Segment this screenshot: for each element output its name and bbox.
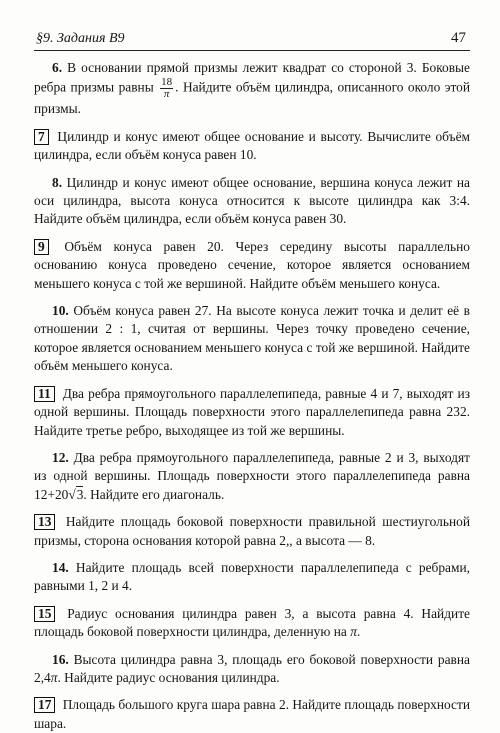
fraction-numerator: 18: [161, 76, 173, 89]
section-title: §9. Задания B9: [36, 31, 125, 46]
problem-number: 8.: [52, 174, 63, 190]
problem-13: [34, 513, 470, 550]
problem-text: Два ребра прямоугольного параллелепипеда, равные 4 и 7, выходят из одной вершины. Площадь поверхности этого параллелепипеда равна 232. Найдите третье ребро, выходящее из той же вершины.: [34, 385, 470, 438]
problem-text: Два ребра прямоугольного параллелепипеда, равные 2 и 3, выходят из одной вершины. Площадь поверхности этого параллелепипеда равна 12+20: [34, 449, 470, 502]
problem-number-box: 15: [34, 606, 55, 622]
problem-15: [34, 605, 470, 642]
problem-list: [34, 59, 470, 733]
problem-16: [34, 651, 470, 688]
problem-14: [34, 559, 470, 596]
page-header: [34, 30, 470, 51]
problem-text: Найдите площадь всей поверхности параллелепипеда с ребрами, равными 1, 2 и 4.: [34, 559, 470, 594]
problem-text: Радиус основания цилиндра равен 3, а высота равна 4. Найдите площадь боковой поверхности цилиндра, деленную на: [34, 605, 470, 640]
sqrt-sign: √: [68, 486, 76, 502]
problem-text: Площадь большого круга шара равна 2. Найдите площадь поверхности шара.: [34, 697, 470, 731]
problem-text: Цилиндр и конус имеют общее основание, вершина конуса лежит на оси цилиндра, высота конуса относится к высоте цилиндра как 3:4. Найдите объём цилиндра, если объём конуса равен 30.: [34, 174, 470, 227]
problem-number: 12.: [52, 449, 69, 465]
problem-number-box: 17: [34, 697, 55, 713]
math-symbol: π: [350, 624, 357, 640]
page-number: 47: [451, 30, 466, 46]
problem-8: [34, 174, 470, 229]
problem-11: [34, 385, 470, 440]
problem-text-cont: .: [356, 624, 361, 640]
problem-text: Найдите площадь боковой поверхности правильной шестиугольной призмы, сторона основания которой равна 2,, а высота — 8.: [34, 514, 470, 548]
problem-7: [34, 128, 470, 165]
problem-number: 16.: [52, 651, 69, 667]
problem-17: [34, 696, 470, 733]
problem-text-cont: . Найдите объём цилиндра, описанного около этой призмы.: [34, 79, 471, 117]
problem-number-box: 13: [34, 514, 55, 530]
fraction-denominator: π: [163, 88, 170, 101]
problem-number-box: 9: [34, 239, 49, 255]
problem-number-box: 11: [34, 386, 55, 402]
fraction: [160, 77, 173, 100]
problem-text-cont: . Найдите его диагональ.: [83, 486, 225, 502]
problem-10: [34, 302, 470, 376]
sqrt-argument: 3: [76, 486, 84, 502]
problem-6: [34, 59, 470, 119]
problem-text: Объём конуса равен 27. На высоте конуса лежит точка и делит её в отношении 2 : 1, считая от вершины. Через точку проведено сечение, которое является основанием меньшего конуса с той же вершиной. Найдите объём меньшего конуса.: [34, 303, 470, 374]
problem-number: 6.: [52, 60, 63, 75]
math-symbol: π: [50, 669, 58, 685]
problem-number-box: 7: [34, 129, 49, 145]
problem-text: Высота цилиндра равна 3, площадь его боковой поверхности равна 2,4: [34, 651, 470, 685]
problem-number: 14.: [52, 559, 69, 575]
problem-12: [34, 449, 470, 504]
problem-text: Цилиндр и конус имеют общее основание и высоту. Вычислите объём цилиндра, если объём конуса равен 10.: [34, 128, 470, 163]
problem-number: 10.: [52, 303, 69, 319]
problem-9: [34, 238, 470, 293]
problem-text: В основании прямой призмы лежит квадрат со стороной 3. Боковые ребра призмы равны: [34, 60, 470, 95]
problem-text: Объём конуса равен 20. Через середину высоты параллельно основанию конуса проведено сечение, которое является основанием меньшего конуса с той же вершиной. Найдите объём меньшего конуса.: [34, 238, 470, 291]
problem-text-cont: . Найдите радиус основания цилиндра.: [57, 669, 280, 685]
